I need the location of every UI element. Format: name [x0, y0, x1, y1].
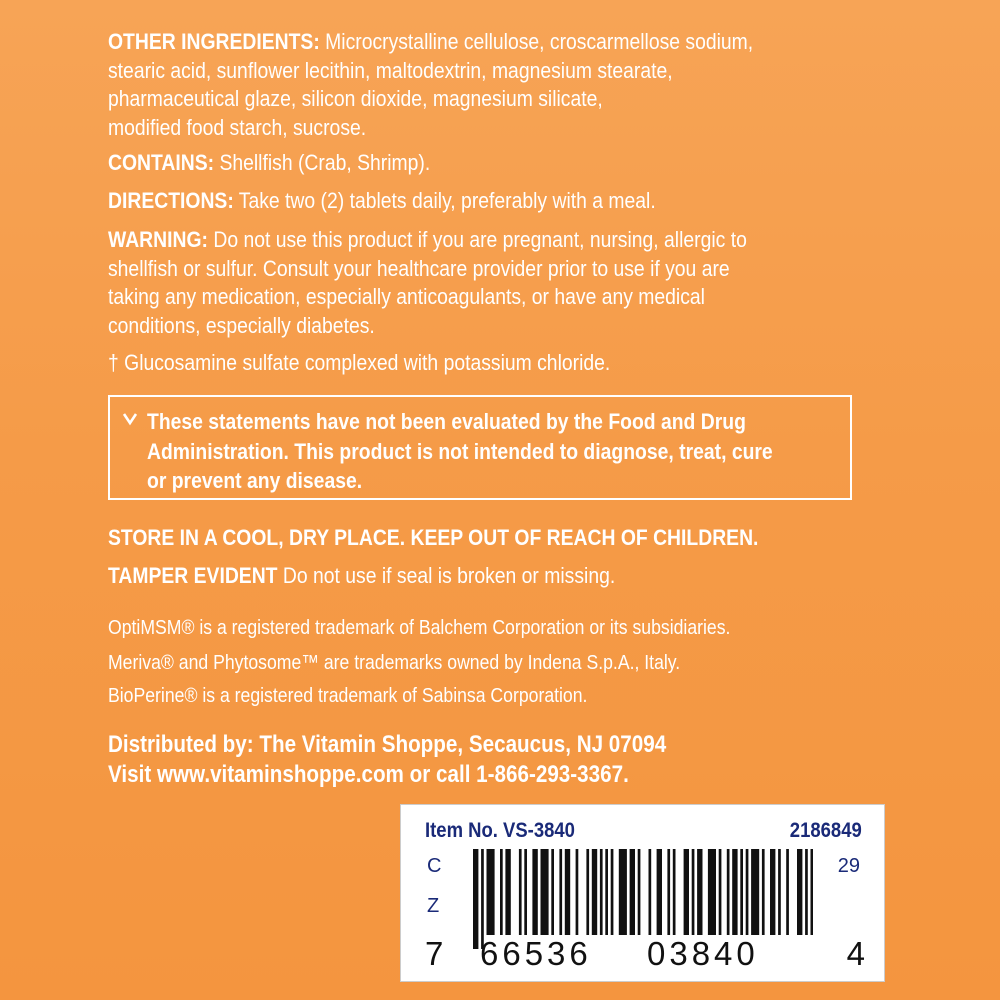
barcode-bar	[576, 849, 579, 935]
directions-heading: DIRECTIONS:	[108, 188, 234, 213]
barcode-bar	[487, 849, 495, 935]
directions-section	[108, 187, 762, 216]
barcode-bar	[811, 849, 814, 935]
warning-line-3: taking any medication, especially anticoagulants, or have any medical	[108, 284, 705, 310]
barcode-bar	[500, 849, 503, 935]
barcode-bar	[673, 849, 676, 935]
barcode-bar	[638, 849, 641, 935]
barcode-bar	[751, 849, 759, 935]
barcode-bar	[657, 849, 662, 935]
barcode-bar	[778, 849, 781, 935]
barcode-bar	[786, 849, 789, 935]
warning-heading: WARNING:	[108, 227, 208, 252]
barcode-bar	[762, 849, 765, 935]
fda-notice-line-1: These statements have not been evaluated by the Food and Drug	[147, 409, 746, 434]
barcode-digits	[425, 935, 865, 975]
contains-text: Shellfish (Crab, Shrimp).	[214, 150, 431, 175]
barcode-bar	[770, 849, 775, 935]
trademark-line-3: BioPerine® is a registered trademark of Sabinsa Corporation.	[108, 684, 588, 707]
barcode-bar	[697, 849, 702, 935]
barcode-bar	[551, 849, 554, 935]
fda-notice-line-2: Administration. This product is not intended to diagnose, treat, cure	[147, 438, 773, 464]
other-ingredients-section	[108, 28, 762, 142]
barcode-bar	[611, 849, 614, 935]
barcode-bar	[708, 849, 716, 935]
fda-notice-line-3: or prevent any disease.	[147, 468, 363, 493]
barcode-bar	[541, 849, 549, 935]
barcode-bar	[586, 849, 589, 935]
barcode-digit-left: 7	[425, 935, 444, 972]
barcode-bar	[592, 849, 597, 935]
barcode-bar	[605, 849, 608, 935]
item-number: Item No. VS-3840	[425, 819, 575, 842]
warning-section	[108, 226, 762, 340]
barcode-bar	[692, 849, 695, 935]
barcode-bar	[630, 849, 635, 935]
barcode-bar	[667, 849, 670, 935]
other-ingredients-line-2: stearic acid, sunflower lecithin, maltodextrin, magnesium stearate,	[108, 57, 673, 83]
barcode-bar	[740, 849, 743, 935]
barcode-image	[473, 849, 813, 949]
storage-notice: STORE IN A COOL, DRY PLACE. KEEP OUT OF REACH OF CHILDREN.	[108, 525, 759, 550]
distributor-line-2: Visit www.vitaminshoppe.com or call 1-866-293-3367.	[108, 761, 629, 788]
warning-line-1: Do not use this product if you are pregnant, nursing, allergic to	[207, 227, 747, 252]
other-ingredients-heading: OTHER INGREDIENTS:	[108, 29, 320, 54]
sku-code: 2186849	[790, 819, 862, 842]
barcode-bar	[797, 849, 802, 935]
trademark-line-1: OptiMSM® is a registered trademark of Balchem Corporation or its subsidiaries.	[108, 616, 731, 639]
barcode-bar	[746, 849, 749, 935]
barcode-bar	[684, 849, 689, 935]
fda-notice-box	[108, 395, 852, 500]
barcode-number-29: 29	[837, 855, 860, 877]
warning-line-4: conditions, especially diabetes.	[108, 312, 375, 338]
barcode-bar	[600, 849, 603, 935]
barcode-bar	[473, 849, 478, 949]
barcode-bar	[805, 849, 808, 935]
barcode-bar	[649, 849, 652, 935]
tamper-section	[108, 562, 762, 591]
barcode-bar	[524, 849, 527, 935]
barcode-bar	[727, 849, 730, 935]
fda-notice-text	[147, 407, 773, 496]
barcode-bar	[732, 849, 737, 935]
barcode-sticker	[400, 804, 885, 982]
barcode-digit-right: 4	[846, 935, 865, 972]
barcode-bar	[519, 849, 522, 935]
barcode-letter-c: C	[427, 855, 442, 877]
barcode-bar	[532, 849, 537, 935]
tamper-text: Do not use if seal is broken or missing.	[277, 563, 616, 588]
check-mark-icon	[122, 411, 138, 427]
barcode-bar	[481, 849, 484, 949]
footnote-text: † Glucosamine sulfate complexed with potassium chloride.	[108, 350, 611, 375]
warning-line-2: shellfish or sulfur. Consult your healthcare provider prior to use if you are	[108, 255, 730, 281]
tamper-heading: TAMPER EVIDENT	[108, 563, 278, 588]
barcode-bar	[619, 849, 627, 935]
barcode-bar	[505, 849, 510, 935]
contains-section	[108, 149, 762, 178]
barcode-bar	[559, 849, 562, 935]
trademark-line-2: Meriva® and Phytosome™ are trademarks owned by Indena S.p.A., Italy.	[108, 651, 681, 674]
other-ingredients-line-4: modified food starch, sucrose.	[108, 114, 367, 140]
barcode-group-2: 03840	[647, 935, 759, 972]
distributor-line-1: Distributed by: The Vitamin Shoppe, Secaucus, NJ 07094	[108, 731, 667, 758]
barcode-letter-z: Z	[427, 895, 440, 917]
directions-text: Take two (2) tablets daily, preferably with a meal.	[233, 188, 656, 213]
barcode-bar	[565, 849, 570, 935]
other-ingredients-line-1: Microcrystalline cellulose, croscarmellose sodium,	[319, 29, 754, 54]
barcode-bar	[719, 849, 722, 935]
contains-heading: CONTAINS:	[108, 150, 215, 175]
footnote	[108, 349, 762, 378]
other-ingredients-line-3: pharmaceutical glaze, silicon dioxide, magnesium silicate,	[108, 86, 603, 112]
barcode-group-1: 66536	[480, 935, 592, 972]
